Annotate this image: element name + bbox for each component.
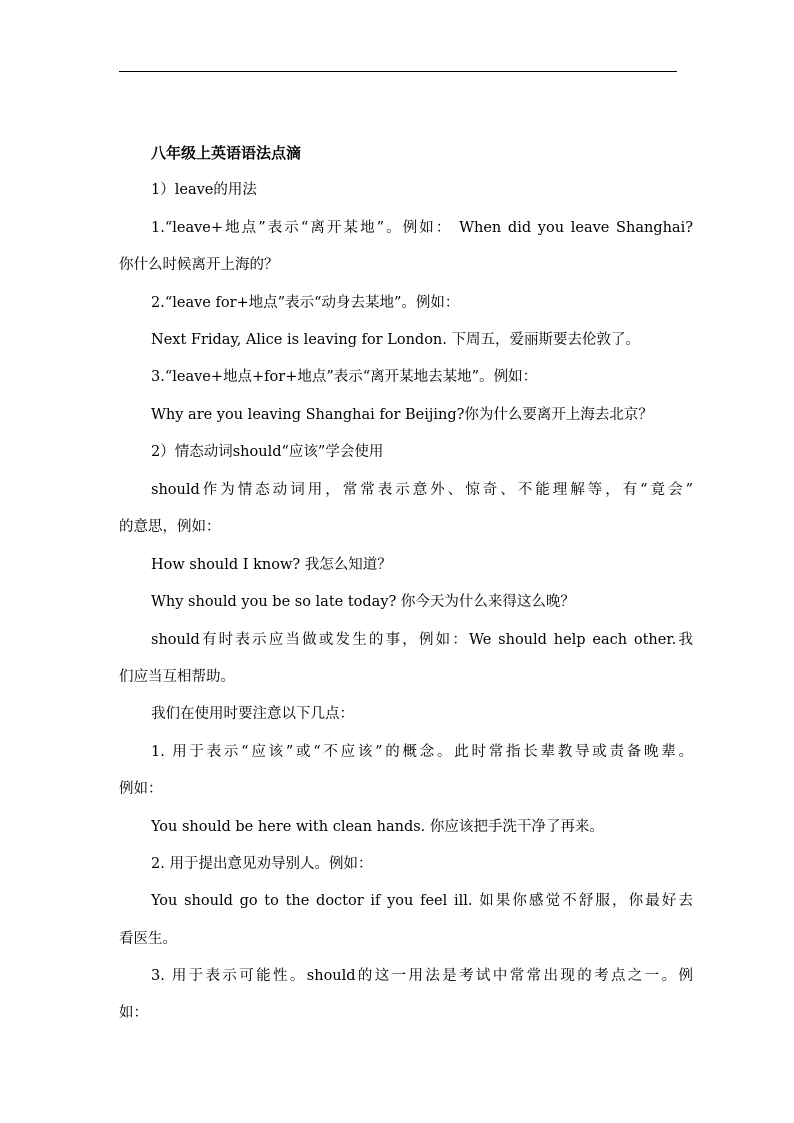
- paragraph-line: 例如：: [119, 781, 163, 797]
- paragraph-line: should有时表示应当做或发生的事，例如：We should help each other.我: [151, 632, 693, 648]
- paragraph-line: 你什么时候离开上海的？: [119, 257, 279, 273]
- list-item: 2. 用于提出意见劝导别人。例如：: [151, 856, 373, 872]
- example-sentence: You should go to the doctor if you feel ill. 如果你感觉不舒服，你最好去: [151, 893, 693, 909]
- document-title: 八年级上英语语法点滴: [151, 144, 302, 162]
- list-item: 3. 用于表示可能性。should的这一用法是考试中常常出现的考点之一。例: [151, 968, 693, 984]
- header-rule: [119, 71, 677, 72]
- paragraph-line: 看医生。: [119, 931, 177, 947]
- paragraph-line: 2.“leave for+地点”表示“动身去某地”。例如：: [151, 295, 460, 311]
- example-sentence: Next Friday, Alice is leaving for London. 下周五，爱丽斯要去伦敦了。: [151, 332, 640, 348]
- paragraph-line: 的意思，例如：: [119, 519, 221, 535]
- paragraph-line: should作为情态动词用，常常表示意外、惊奇、不能理解等，有“竟会”: [151, 482, 693, 498]
- example-sentence: You should be here with clean hands. 你应该把手洗干净了再来。: [151, 819, 604, 835]
- section-heading-should: 2）情态动词should“应该”学会使用: [151, 444, 384, 460]
- example-sentence: Why should you be so late today? 你今天为什么来得这么晚？: [151, 594, 575, 610]
- example-sentence: How should I know? 我怎么知道？: [151, 557, 392, 573]
- paragraph-line: 1.“leave+地点”表示“离开某地”。例如： When did you leave Shanghai?: [151, 220, 693, 236]
- paragraph-line: 们应当互相帮助。: [119, 669, 235, 685]
- paragraph-line: 我们在使用时要注意以下几点：: [151, 706, 354, 722]
- section-heading-leave: 1）leave的用法: [151, 182, 257, 198]
- paragraph-line: 3.“leave+地点+for+地点”表示“离开某地去某地”。例如：: [151, 369, 538, 385]
- paragraph-line: 如：: [119, 1005, 148, 1021]
- example-sentence: Why are you leaving Shanghai for Beijing?你为什么要离开上海去北京？: [151, 407, 653, 423]
- list-item: 1. 用于表示“应该”或“不应该”的概念。此时常指长辈教导或责备晚辈。: [151, 744, 693, 760]
